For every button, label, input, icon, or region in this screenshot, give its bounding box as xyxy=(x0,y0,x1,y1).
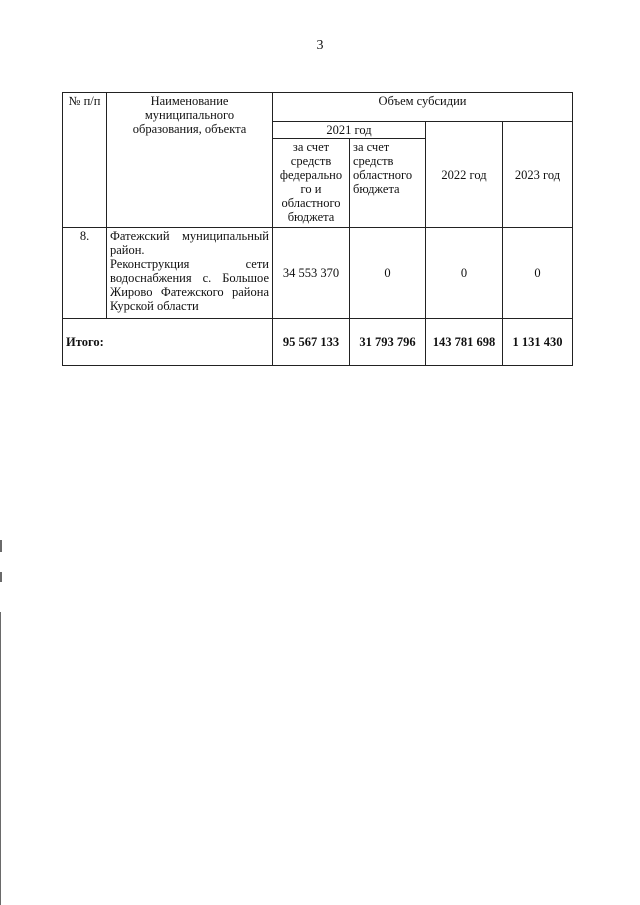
header-num: № п/п xyxy=(63,93,107,228)
scan-edge-line xyxy=(0,612,1,905)
header-regional: за счет средств областного бюджета xyxy=(350,139,426,228)
header-year-2022: 2022 год xyxy=(426,122,503,228)
header-name: Наименование муниципального образования, объекта xyxy=(107,93,273,228)
total-row xyxy=(63,319,573,366)
header-row-1 xyxy=(63,93,573,122)
total-2023: 1 131 430 xyxy=(503,319,573,366)
row-name-object: Реконструкция сети водоснабжения с. Большое Жирово Фатежского района Курской области xyxy=(110,257,269,313)
header-federal: за счет средств федерально го и областного бюджета xyxy=(273,139,350,228)
total-2022: 143 781 698 xyxy=(426,319,503,366)
total-label: Итого: xyxy=(63,319,273,366)
header-year-2021: 2021 год xyxy=(273,122,426,139)
page-number: 3 xyxy=(316,38,324,53)
table-row xyxy=(63,228,573,319)
total-regional: 31 793 796 xyxy=(350,319,426,366)
row-2022: 0 xyxy=(426,228,503,319)
row-name-district: Фатежский муниципальный район. xyxy=(110,229,269,257)
scan-edge-mark xyxy=(0,572,2,582)
header-year-2023: 2023 год xyxy=(503,122,573,228)
row-regional: 0 xyxy=(350,228,426,319)
row-num: 8. xyxy=(63,228,107,319)
row-name xyxy=(107,228,273,319)
header-volume: Объем субсидии xyxy=(273,93,573,122)
total-federal: 95 567 133 xyxy=(273,319,350,366)
row-2023: 0 xyxy=(503,228,573,319)
subsidy-table xyxy=(62,92,573,366)
row-federal: 34 553 370 xyxy=(273,228,350,319)
scan-edge-mark xyxy=(0,540,2,552)
